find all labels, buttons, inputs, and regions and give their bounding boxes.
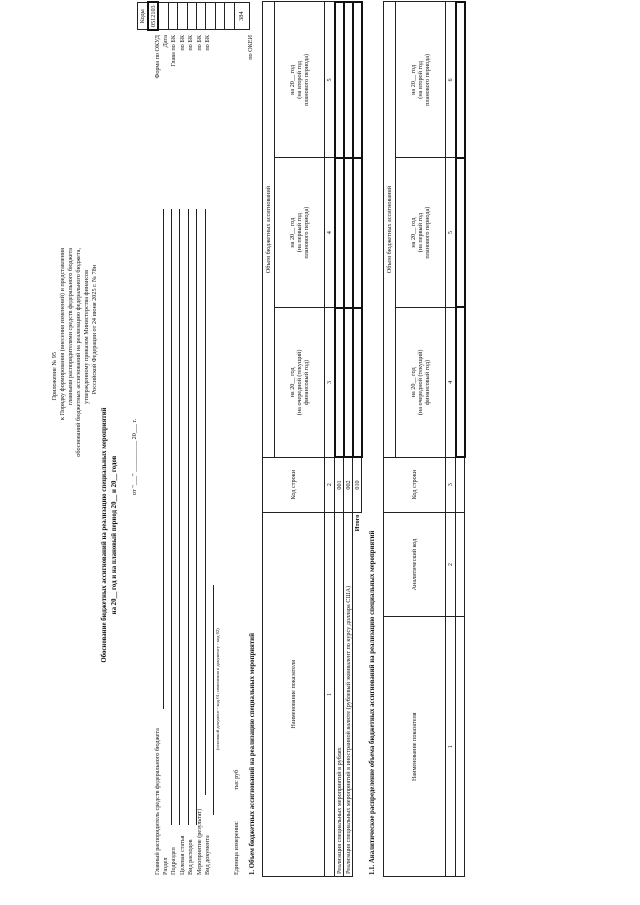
s1-year3-line: планового периода) xyxy=(303,53,310,106)
s1-year1-line: на 20__ год xyxy=(289,367,296,398)
codes-value xyxy=(225,2,234,30)
s1-colnum: 2 xyxy=(325,457,335,512)
field-underline xyxy=(171,209,172,825)
field-label: Раздел xyxy=(162,857,169,875)
section1-table xyxy=(262,1,363,877)
s1-year2-line: на 20__ год xyxy=(289,217,296,248)
s1-col-group: Объем бюджетных ассигнований xyxy=(263,2,275,457)
s11-colnum: 2 xyxy=(446,512,456,617)
s11-cell[interactable] xyxy=(456,2,465,158)
codes-table xyxy=(137,1,250,31)
s1-cell[interactable] xyxy=(335,308,344,458)
unit-value: тыс руб xyxy=(233,769,240,790)
s1-cell[interactable] xyxy=(353,308,362,458)
s11-year1-line: финансовый год) xyxy=(424,359,431,405)
s11-year3-line: планового периода) xyxy=(424,53,431,106)
s1-year1-line: финансовый год) xyxy=(303,359,310,405)
s11-col-code: Код строки xyxy=(384,457,446,512)
s1-cell[interactable] xyxy=(335,2,344,158)
field-underline xyxy=(179,209,180,825)
codes-value xyxy=(196,2,205,30)
s11-colnum: 4 xyxy=(446,307,456,457)
s11-cell[interactable] xyxy=(456,158,465,308)
s11-col-group: Объем бюджетных ассигнований xyxy=(384,2,396,457)
s1-row-name: Реализация специальных мероприятий в рублях xyxy=(335,512,344,876)
codes-value xyxy=(178,2,187,30)
codes-value xyxy=(215,2,224,30)
s1-col-name: Наименование показателя xyxy=(263,512,325,876)
s1-cell[interactable] xyxy=(353,2,362,158)
appendix-line: к Порядку формирования (внесения изменений) и представления xyxy=(59,248,66,421)
page-title: Обоснование бюджетных ассигнований на реализацию специальных мероприятий xyxy=(101,407,108,663)
s1-year3-line: на 20__ год xyxy=(289,64,296,95)
s11-year1-line: на 20__ год xyxy=(410,367,417,398)
codes-label-okud: Форма по ОКУД xyxy=(154,35,161,79)
field-label: Мероприятие (результат) xyxy=(196,808,203,875)
s1-colnum: 1 xyxy=(325,512,335,876)
codes-label-bk: по БК xyxy=(187,35,194,51)
s11-year3-line: на 20__ год xyxy=(410,64,417,95)
s1-total-code: 010 xyxy=(353,457,362,512)
codes-label-date: Дата xyxy=(162,35,169,48)
s1-cell[interactable] xyxy=(353,158,362,308)
field-label: Подраздел xyxy=(170,847,177,875)
codes-label-bk: по БК xyxy=(204,35,211,51)
field-label: Главный распорядитель средств федерального бюджета xyxy=(154,728,161,875)
s1-cell[interactable] xyxy=(344,2,353,158)
s1-year2-line: планового периода) xyxy=(303,206,310,259)
s1-row-code: 002 xyxy=(344,457,353,512)
s11-colnum: 6 xyxy=(446,2,456,158)
s1-cell[interactable] xyxy=(335,158,344,308)
codes-value xyxy=(168,2,177,30)
codes-header: Коды xyxy=(138,2,149,30)
s1-col-year2 xyxy=(275,158,325,308)
s1-colnum: 4 xyxy=(325,158,335,308)
section1-heading: 1. Объем бюджетных ассигнований на реализацию специальных мероприятий xyxy=(249,633,256,875)
codes-value xyxy=(158,2,168,30)
s11-year3-line: (на второй год xyxy=(417,61,424,99)
s11-cell[interactable] xyxy=(456,512,465,617)
s11-year1-line: (на очередной (текущий) xyxy=(417,349,424,416)
page-subtitle: на 20__ год и на плановый период 20__ и 20__ годов xyxy=(111,455,118,615)
s1-year3-line: (на второй год xyxy=(296,61,303,99)
s1-total-text: Итого xyxy=(353,514,361,532)
s11-colnum: 3 xyxy=(446,457,456,512)
table-row xyxy=(353,2,362,877)
s1-col-code: Код строки xyxy=(263,457,325,512)
appendix-line: утвержденному приказом Министерства финансов xyxy=(83,270,90,404)
s11-year2-line: (на первый год xyxy=(417,213,424,253)
s1-year2-line: (на первый год xyxy=(296,213,303,253)
codes-label-bk: по БК xyxy=(196,35,203,51)
appendix-line: обоснований бюджетных ассигнований на реализацию федерального бюджета, xyxy=(75,248,82,457)
field-underline xyxy=(213,585,214,815)
table-row xyxy=(456,2,465,877)
document-date: от "___" __________ 20___ г. xyxy=(131,418,138,495)
s1-cell[interactable] xyxy=(344,308,353,458)
section11-table xyxy=(383,1,466,877)
s1-row-code: 001 xyxy=(335,457,344,512)
s11-col-analytic: Аналитический код xyxy=(384,512,446,617)
codes-label-chapter: Глава по БК xyxy=(170,35,177,67)
codes-label-bk: по БК xyxy=(179,35,186,51)
codes-label-okei: по ОКЕИ xyxy=(247,35,254,60)
field-underline xyxy=(163,209,164,709)
s1-year1-line: (на очередной (текущий) xyxy=(296,349,303,416)
s1-col-year1 xyxy=(275,308,325,458)
s11-cell[interactable] xyxy=(456,457,465,512)
codes-value xyxy=(206,2,215,30)
s11-colnum: 1 xyxy=(446,617,456,877)
document-type-note: (основной документ - код 01; изменения к документу - код 02) xyxy=(215,628,220,750)
field-underline xyxy=(196,209,197,825)
field-underline xyxy=(205,209,206,795)
appendix-line: Российской Федерации от 24 июня 2025 г. № 78н xyxy=(91,265,98,395)
s1-colnum: 3 xyxy=(325,308,335,458)
s1-colnum: 5 xyxy=(325,2,335,158)
s1-cell[interactable] xyxy=(344,158,353,308)
s11-cell[interactable] xyxy=(456,307,465,457)
codes-value xyxy=(187,2,196,30)
section11-heading: 1.1. Аналитическое распределение объема бюджетных ассигнований на реализацию специальных мероприятий xyxy=(369,530,376,875)
field-label: Вид документа xyxy=(204,835,211,875)
s11-cell[interactable] xyxy=(456,617,465,877)
s11-year2-line: планового периода) xyxy=(424,206,431,259)
s11-year2-line: на 20__ год xyxy=(410,217,417,248)
appendix-line: главными распорядителями средств федерального бюджета xyxy=(67,248,74,406)
table-row xyxy=(344,2,353,877)
codes-okei-value: 384 xyxy=(234,2,249,30)
s11-col-name: Наименование показателя xyxy=(384,617,446,877)
field-underline xyxy=(188,209,189,825)
appendix-line: Приложение № 95 xyxy=(51,352,58,401)
codes-okud-value: 0512103 xyxy=(148,2,158,30)
s1-col-year3 xyxy=(275,2,325,158)
s11-col-year2 xyxy=(396,158,446,308)
s11-col-year1 xyxy=(396,307,446,457)
field-label: Целевая статья xyxy=(179,835,186,875)
s1-total-label xyxy=(353,512,362,876)
unit-label: Единица измерения: xyxy=(233,821,240,875)
s11-col-year3 xyxy=(396,2,446,158)
s11-colnum: 5 xyxy=(446,158,456,308)
field-label: Вид расходов xyxy=(187,839,194,875)
table-row xyxy=(335,2,344,877)
s1-row-name: Реализация специальных мероприятий в иностранной валюте (рублевый эквивалент по курсу доллара США) xyxy=(344,512,353,876)
